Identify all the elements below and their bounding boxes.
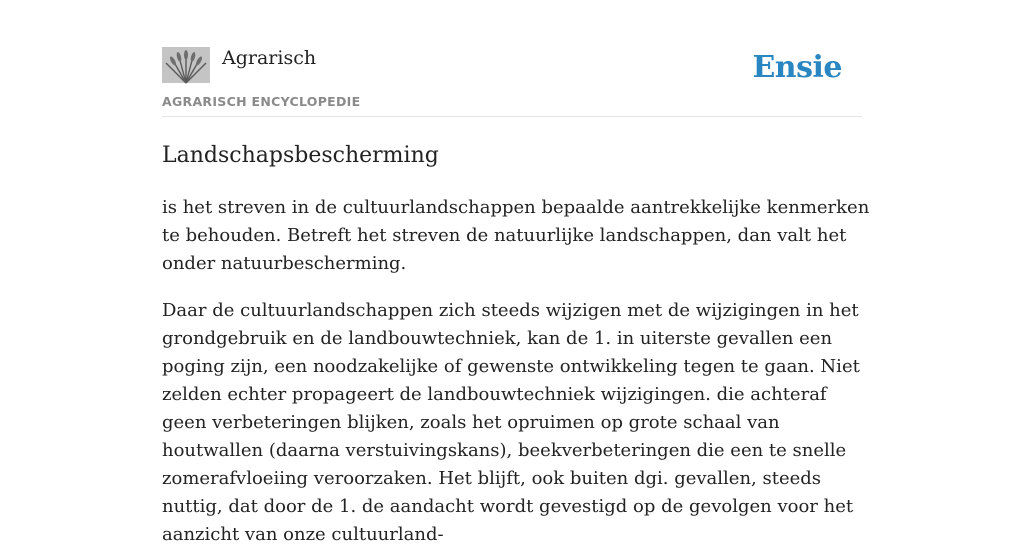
wheat-sheaf-icon[interactable] bbox=[162, 47, 210, 83]
site-header bbox=[162, 46, 862, 117]
site-name[interactable]: Agrarisch bbox=[222, 47, 317, 69]
article-paragraph: is het streven in de cultuurlandschappen bepaalde aantrekkelijke kenmerken te behouden. Betreft het streven de natuurlijke landschappen, dan valt het onder natuurbescherming. bbox=[162, 197, 870, 274]
page bbox=[162, 0, 870, 549]
site-subtitle: AGRARISCH ENCYCLOPEDIE bbox=[162, 94, 361, 109]
article-paragraph: Daar de cultuurlandschappen zich steeds wijzigen met de wijzigingen in het grondgebruik en de landbouwtechniek, kan de 1. in uiterste gevallen een poging zijn, een noodzakelijke of gewenste ontwikkeling tegen te gaan. Niet zelden echter propageert de landbouwtechniek wijzigingen. die achteraf geen verbeteringen blijken, zoals het opruimen op grote schaal van houtwallen (daarna verstuivingskans), beekverbeteringen die een te snelle zomerafvloeiing veroorzaken. Het blijft, ook buiten dgi. gevallen, steeds nuttig, dat door de 1. de aandacht wordt gevestigd op de gevolgen voor het aanzicht van onze cultuurland- bbox=[162, 300, 860, 545]
brand-logo[interactable]: Ensie bbox=[752, 50, 842, 85]
page-title: Landschapsbescherming bbox=[162, 143, 439, 168]
